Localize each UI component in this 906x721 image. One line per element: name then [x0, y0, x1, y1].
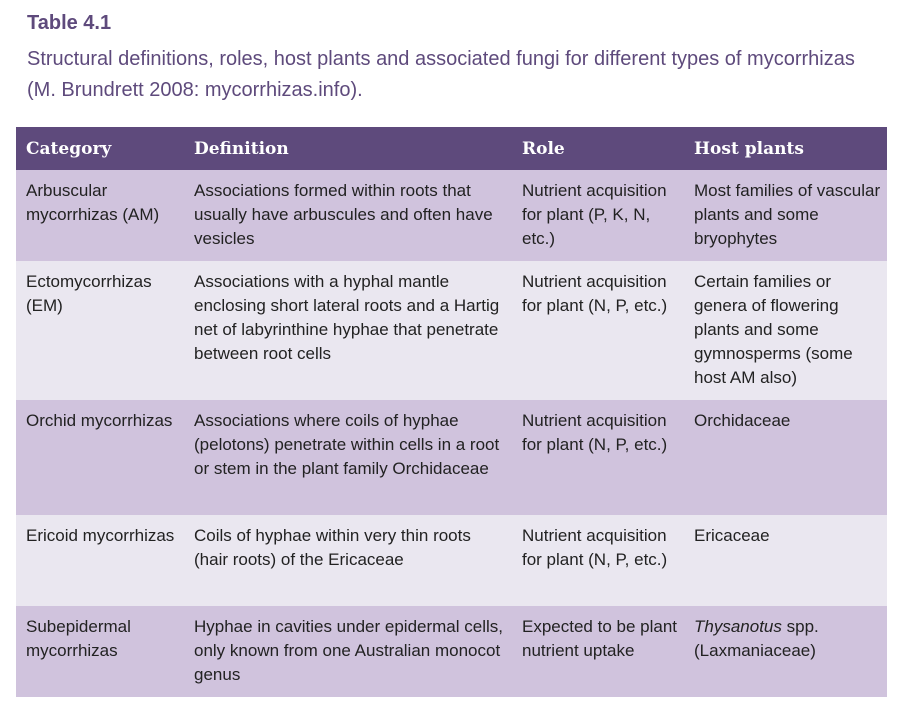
genus-name: Thysanotus — [694, 617, 782, 636]
cell-category: Ectomycorrhizas (EM) — [26, 272, 152, 315]
column-header-host-plants: Host plants — [694, 138, 804, 159]
table-row — [16, 606, 887, 697]
table-row — [16, 400, 887, 515]
table-header-row — [16, 127, 887, 170]
cell-role: Expected to be plant nutrient uptake — [522, 617, 678, 660]
cell-role: Nutrient acquisition for plant (N, P, etc.) — [522, 526, 668, 569]
mycorrhiza-table — [16, 127, 887, 697]
table-caption: Structural definitions, roles, host plants and associated fungi for different types of mycorrhizas (M. Brundrett 2008: mycorrhizas.info). — [27, 48, 855, 101]
column-header-definition: Definition — [194, 138, 289, 159]
column-header-category: Category — [26, 138, 112, 159]
cell-role: Nutrient acquisition for plant (N, P, etc.) — [522, 411, 668, 454]
table-row — [16, 515, 887, 606]
cell-definition: Associations where coils of hyphae (pelotons) penetrate within cells in a root or stem in the plant family Orchidaceae — [194, 411, 500, 478]
cell-role: Nutrient acquisition for plant (P, K, N, etc.) — [522, 181, 667, 248]
cell-definition: Coils of hyphae within very thin roots (hair roots) of the Ericaceae — [194, 526, 471, 569]
cell-category: Subepidermal mycorrhizas — [26, 617, 131, 660]
table-row — [16, 170, 887, 261]
cell-definition: Hyphae in cavities under epidermal cells, only known from one Australian monocot genus — [194, 617, 503, 684]
cell-role: Nutrient acquisition for plant (N, P, etc.) — [522, 272, 668, 315]
cell-category: Arbuscular mycorrhizas (AM) — [26, 181, 160, 224]
cell-host-plants: Certain families or genera of flowering plants and some gymnosperms (some host AM also) — [694, 272, 853, 387]
cell-definition: Associations with a hyphal mantle enclosing short lateral roots and a Hartig net of labyrinthine hyphae that penetrate between root cells — [194, 272, 500, 363]
cell-definition: Associations formed within roots that usually have arbuscules and often have vesicles — [194, 181, 493, 248]
cell-host-plants: Ericaceae — [694, 526, 770, 545]
cell-category: Ericoid mycorrhizas — [26, 526, 175, 545]
column-header-role: Role — [522, 138, 565, 159]
cell-host-plants: Orchidaceae — [694, 411, 791, 430]
cell-category: Orchid mycorrhizas — [26, 411, 173, 430]
cell-host-plants — [684, 606, 887, 697]
cell-host-plants: Most families of vascular plants and some bryophytes — [694, 181, 881, 248]
table-row — [16, 261, 887, 400]
host-plants-suffix: spp. (Laxmaniaceae) — [694, 617, 819, 660]
table-label: Table 4.1 — [27, 12, 112, 34]
